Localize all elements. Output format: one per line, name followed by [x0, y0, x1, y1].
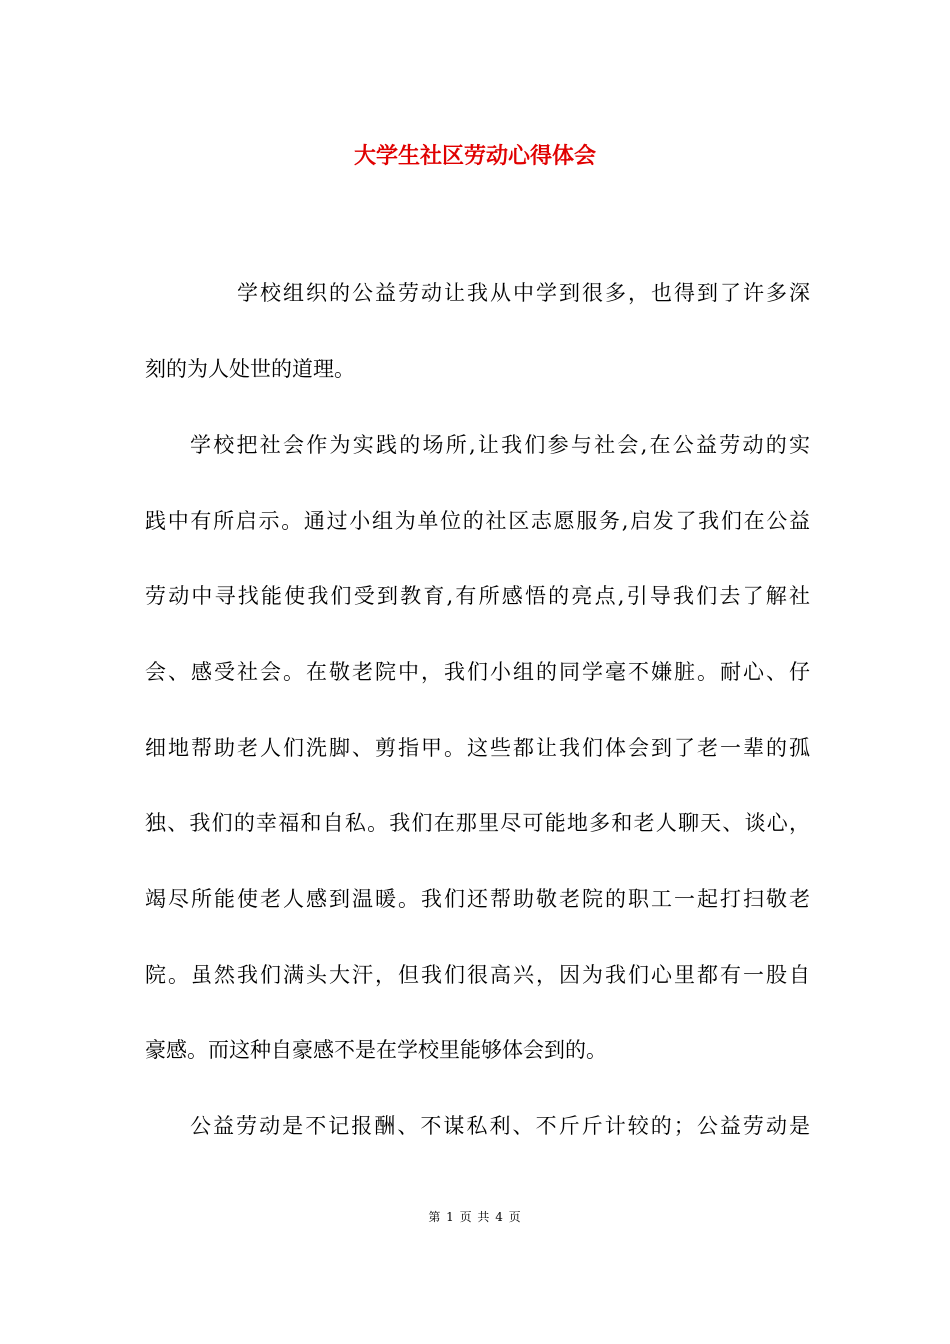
page-footer: 第 1 页 共 4 页: [428, 1210, 522, 1224]
paragraph-1-line-1: 学校组织的公益劳动让我从中学到很多，也得到了许多深: [237, 281, 810, 305]
paragraph-1-line-2: 刻的为人处世的道理。: [145, 357, 355, 381]
paragraph-2-line-7: 竭尽所能使老人感到温暖。我们还帮助敬老院的职工一起打扫敬老: [145, 887, 810, 911]
paragraph-2-line-1: 学校把社会作为实践的场所,让我们参与社会,在公益劳动的实: [190, 433, 810, 457]
paragraph-2-line-4: 会、感受社会。在敬老院中，我们小组的同学毫不嫌脏。耐心、仔: [145, 660, 810, 684]
paragraph-2-line-5: 细地帮助老人们洗脚、剪指甲。这些都让我们体会到了老一辈的孤: [145, 736, 810, 760]
paragraph-3-line-1: 公益劳动是不记报酬、不谋私利、不斤斤计较的；公益劳动是: [190, 1114, 810, 1138]
paragraph-2-line-6: 独、我们的幸福和自私。我们在那里尽可能地多和老人聊天、谈心，: [145, 811, 810, 835]
page-title: 大学生社区劳动心得体会: [353, 143, 596, 169]
paragraph-2-line-9: 豪感。而这种自豪感不是在学校里能够体会到的。: [145, 1038, 607, 1062]
paragraph-2-line-3: 劳动中寻找能使我们受到教育,有所感悟的亮点,引导我们去了解社: [145, 584, 810, 608]
paragraph-2-line-8: 院。虽然我们满头大汗，但我们很高兴，因为我们心里都有一股自: [145, 963, 810, 987]
paragraph-2-line-2: 践中有所启示。通过小组为单位的社区志愿服务,启发了我们在公益: [145, 509, 810, 533]
